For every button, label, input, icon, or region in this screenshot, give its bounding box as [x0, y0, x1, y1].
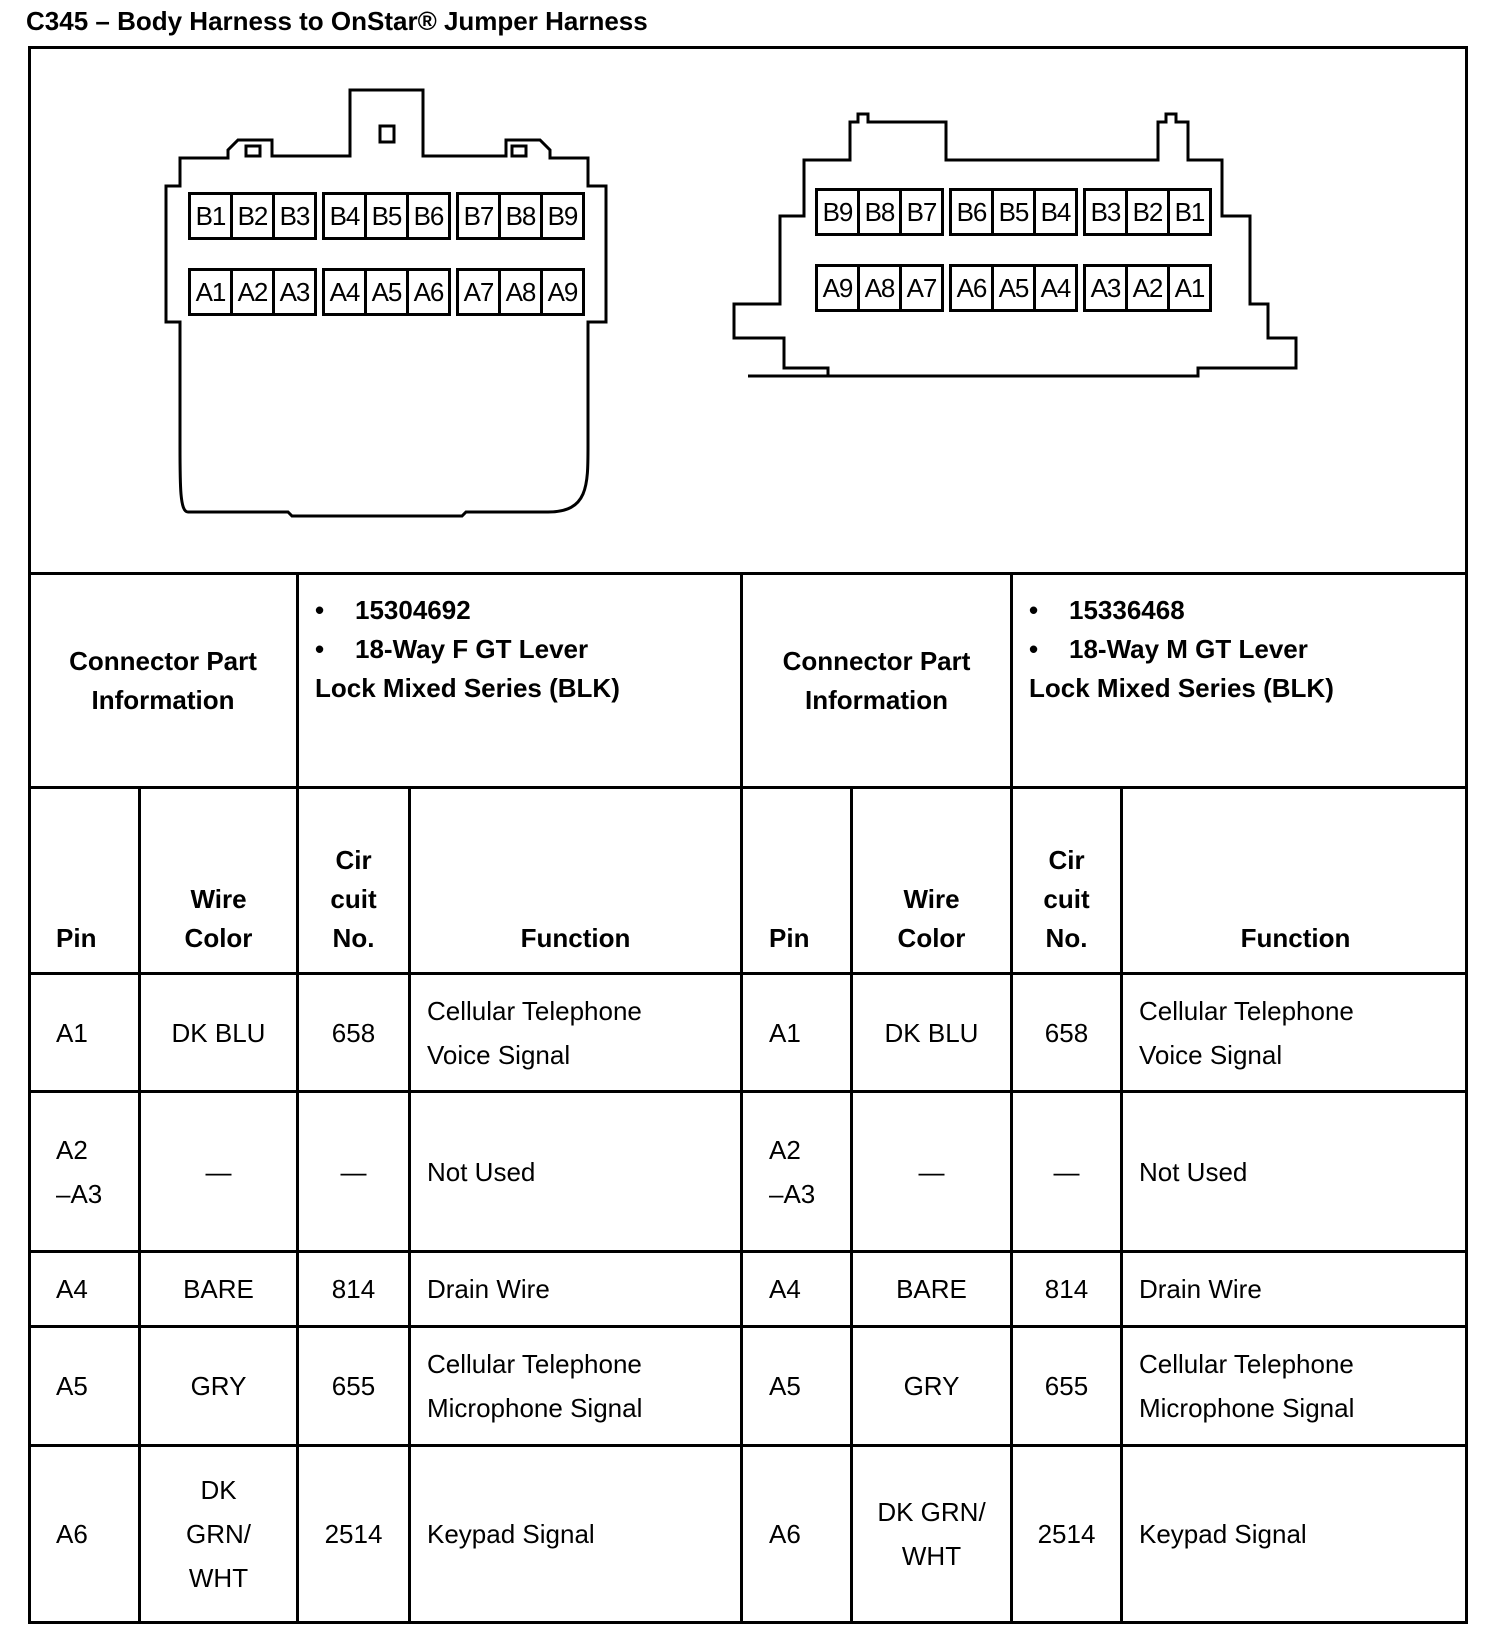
part-number: 15304692 [355, 595, 471, 625]
function-cell [411, 1328, 740, 1444]
pin-label: A2 [1128, 267, 1170, 309]
part-description: 18-Way M GT Lever [1069, 634, 1308, 664]
wire-color-cell-text: — [205, 1156, 232, 1187]
pin-label: B9 [818, 191, 860, 233]
header-text: Cir [335, 845, 372, 875]
wire-color-cell-text: DK BLU [884, 1017, 979, 1048]
pin-group [456, 268, 585, 316]
pin-cell-text: A2 [56, 1134, 88, 1165]
function-cell [411, 975, 740, 1090]
pin-label: B5 [994, 191, 1036, 233]
circuit-cell [1013, 1447, 1120, 1621]
header-text: Wire [190, 884, 247, 914]
header-text: cuit [1043, 884, 1090, 914]
function-cell [1123, 975, 1468, 1090]
wire-color-cell [853, 1447, 1010, 1621]
circuit-cell-text: 658 [331, 1017, 376, 1048]
wire-color-cell-text: — [918, 1156, 945, 1187]
header-pin [743, 789, 850, 972]
pin-label: A7 [906, 272, 937, 303]
header-wire-color [853, 789, 1010, 972]
wire-color-cell-text: BARE [896, 1274, 967, 1304]
pin-cell-text: –A3 [56, 1178, 103, 1209]
pin-group [949, 188, 1078, 236]
pin-cell-text: A5 [56, 1371, 88, 1401]
function-cell-text: Microphone Signal [1139, 1393, 1355, 1423]
circuit-cell-text: 655 [1044, 1371, 1089, 1401]
header-circuit-no [1013, 789, 1120, 972]
wire-color-cell-text: WHT [901, 1541, 962, 1571]
pin-group [1083, 264, 1212, 312]
pin-cell-text: A2 [769, 1134, 801, 1165]
wire-color-cell [853, 1093, 1010, 1250]
part-description: 18-Way F GT Lever [355, 634, 589, 664]
pin-label: B1 [1174, 196, 1205, 227]
header-text: Color [897, 923, 966, 953]
pin-label: B9 [547, 200, 578, 231]
pin-label: A8 [501, 271, 543, 313]
function-cell-text: Cellular Telephone [1139, 1349, 1354, 1379]
right-connector-part-info: • 15336468 • 18-Way M GT Lever Lock Mixed Series (BLK) [1013, 575, 1468, 786]
circuit-cell [1013, 1093, 1120, 1250]
pin-cell-text: A6 [769, 1519, 801, 1549]
circuit-cell [1013, 975, 1120, 1090]
header-text: cuit [330, 884, 377, 914]
part-label-line: Information [91, 684, 235, 715]
pin-group [815, 264, 944, 312]
pin-label: B2 [233, 195, 275, 237]
pin-cell-text: –A3 [769, 1178, 816, 1209]
function-cell-text: Not Used [1139, 1156, 1248, 1187]
header-text: Cir [1048, 845, 1085, 875]
function-cell-text: Drain Wire [1139, 1274, 1262, 1304]
function-cell-text: Voice Signal [427, 1039, 571, 1070]
header-function [1123, 789, 1468, 972]
circuit-cell-text: — [340, 1156, 367, 1187]
pin-label: A3 [1086, 267, 1128, 309]
function-cell [1123, 1447, 1468, 1621]
right-connector-part-label [743, 575, 1010, 786]
pin-label: A4 [325, 271, 367, 313]
wire-color-cell-text: WHT [188, 1563, 249, 1593]
header-text: Pin [56, 923, 97, 953]
pin-cell [743, 1447, 850, 1621]
pin-label: A6 [952, 267, 994, 309]
wire-color-cell-text: GRY [903, 1371, 960, 1401]
pin-label: B5 [367, 195, 409, 237]
header-circuit-no [299, 789, 408, 972]
pin-group [815, 188, 944, 236]
part-number: 15336468 [1069, 595, 1185, 625]
pin-label: A8 [860, 267, 902, 309]
function-cell-text: Microphone Signal [427, 1393, 643, 1423]
circuit-cell [299, 1253, 408, 1325]
circuit-cell-text: — [1053, 1156, 1080, 1187]
pin-label: B1 [191, 195, 233, 237]
header-function [411, 789, 740, 972]
wire-color-cell [853, 1253, 1010, 1325]
function-cell-text: Cellular Telephone [1139, 995, 1354, 1026]
function-cell-text: Drain Wire [427, 1274, 550, 1304]
pin-label: A5 [994, 267, 1036, 309]
pin-cell [30, 1328, 138, 1444]
pin-cell [30, 1093, 138, 1250]
wire-color-cell [141, 1447, 296, 1621]
function-cell-text: Voice Signal [1139, 1039, 1283, 1070]
pin-cell [743, 975, 850, 1090]
wire-color-cell-text: DK BLU [171, 1017, 266, 1048]
pin-cell [743, 1253, 850, 1325]
header-wire-color [141, 789, 296, 972]
pin-label: A4 [1040, 272, 1071, 303]
wire-color-cell-text: BARE [183, 1274, 254, 1304]
left-connector-part-info: • 15304692 • 18-Way F GT Lever Lock Mixed Series (BLK) [299, 575, 740, 786]
pin-cell [743, 1328, 850, 1444]
header-text: Function [1240, 923, 1351, 953]
part-label-line: Connector Part [69, 645, 257, 676]
pin-cell [30, 975, 138, 1090]
pin-label: A5 [367, 271, 409, 313]
wire-color-cell-text: GRY [190, 1371, 247, 1401]
circuit-cell [299, 1093, 408, 1250]
header-text: Pin [769, 923, 810, 953]
pin-group [1083, 188, 1212, 236]
header-text: Color [184, 923, 253, 953]
male-connector-outline [734, 114, 1296, 376]
circuit-cell [1013, 1253, 1120, 1325]
function-cell [1123, 1328, 1468, 1444]
pin-cell-text: A5 [769, 1371, 801, 1401]
pin-cell-text: A4 [769, 1274, 801, 1304]
pin-cell-text: A1 [769, 1017, 801, 1048]
function-cell [1123, 1093, 1468, 1250]
pin-cell-text: A6 [56, 1519, 88, 1549]
circuit-cell-text: 655 [331, 1371, 376, 1401]
circuit-cell-text: 658 [1044, 1017, 1089, 1048]
pin-label: A9 [818, 267, 860, 309]
pin-label: B4 [325, 195, 367, 237]
pin-label: B7 [459, 195, 501, 237]
circuit-cell-text: 814 [1044, 1274, 1089, 1304]
pin-cell-text: A1 [56, 1017, 88, 1048]
wire-color-cell [853, 975, 1010, 1090]
pin-label: B6 [952, 191, 994, 233]
pin-label: B8 [860, 191, 902, 233]
part-series: Lock Mixed Series (BLK) [1029, 673, 1334, 703]
circuit-cell [299, 1328, 408, 1444]
pin-group [322, 268, 451, 316]
header-text: Wire [903, 884, 960, 914]
pin-label: B6 [413, 200, 444, 231]
circuit-cell [1013, 1328, 1120, 1444]
pin-label: B7 [906, 196, 937, 227]
pin-cell [30, 1447, 138, 1621]
wire-color-cell [141, 1328, 296, 1444]
header-pin [30, 789, 138, 972]
pin-group [188, 192, 317, 240]
wire-color-cell [141, 1253, 296, 1325]
pin-label: A6 [413, 276, 444, 307]
function-cell-text: Not Used [427, 1156, 536, 1187]
pin-label: A1 [1174, 272, 1205, 303]
pin-label: A1 [191, 271, 233, 313]
function-cell [411, 1093, 740, 1250]
pin-label: A2 [233, 271, 275, 313]
wire-color-cell [141, 1093, 296, 1250]
left-connector-part-label [30, 575, 296, 786]
pin-label: B2 [1128, 191, 1170, 233]
header-text: No. [1045, 923, 1088, 953]
pin-cell [30, 1253, 138, 1325]
pin-label: B8 [501, 195, 543, 237]
pin-label: B4 [1040, 196, 1071, 227]
function-cell [1123, 1253, 1468, 1325]
page-title: C345 – Body Harness to OnStar® Jumper Harness [26, 6, 648, 36]
function-cell-text: Cellular Telephone [427, 995, 642, 1026]
pin-label: A7 [459, 271, 501, 313]
part-series: Lock Mixed Series (BLK) [315, 673, 620, 703]
header-text: Function [520, 923, 631, 953]
pin-label: B3 [279, 200, 310, 231]
wire-color-cell [853, 1328, 1010, 1444]
pin-label: A3 [279, 276, 310, 307]
pin-label: A9 [547, 276, 578, 307]
circuit-cell [299, 1447, 408, 1621]
wire-color-cell-text: DK [200, 1475, 237, 1505]
pin-group [322, 192, 451, 240]
function-cell-text: Keypad Signal [427, 1519, 595, 1549]
circuit-cell-text: 814 [331, 1274, 376, 1304]
wire-color-cell-text: GRN/ [186, 1519, 251, 1549]
part-label-line: Connector Part [782, 645, 971, 676]
pin-label: B3 [1086, 191, 1128, 233]
pin-group [456, 192, 585, 240]
pin-cell [743, 1093, 850, 1250]
header-text: No. [332, 923, 375, 953]
pin-group [188, 268, 317, 316]
part-label-line: Information [805, 684, 948, 715]
pin-group [949, 264, 1078, 312]
circuit-cell [299, 975, 408, 1090]
function-cell-text: Cellular Telephone [427, 1349, 642, 1379]
function-cell-text: Keypad Signal [1139, 1519, 1307, 1549]
circuit-cell-text: 2514 [1037, 1519, 1096, 1549]
function-cell [411, 1253, 740, 1325]
pin-cell-text: A4 [56, 1274, 88, 1304]
wire-color-cell-text: DK GRN/ [877, 1497, 986, 1527]
function-cell [411, 1447, 740, 1621]
circuit-cell-text: 2514 [324, 1519, 383, 1549]
wire-color-cell [141, 975, 296, 1090]
